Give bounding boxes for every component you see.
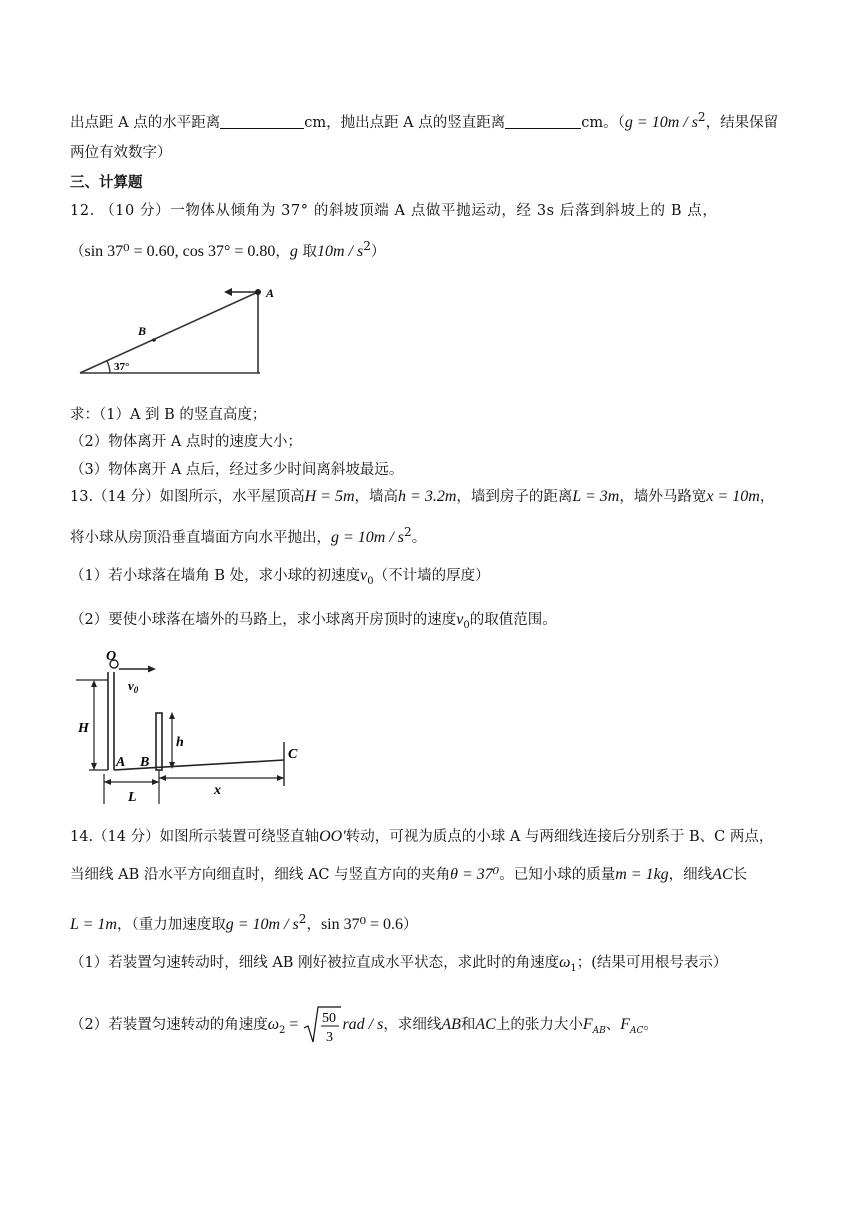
q11-text: 出点距 A 点的水平距离 [70, 114, 221, 131]
arrowhead-icon [104, 779, 111, 785]
omega-symbol: ω [559, 954, 571, 971]
q14-text: 当细线 AB 沿水平方向细直时，细线 AC 与竖直方向的夹角 [70, 867, 451, 883]
slope-line [80, 292, 258, 373]
q12-text: 取 [297, 243, 317, 260]
label-a: A [266, 286, 275, 300]
trig-values: sin 37⁰ = 0.60, cos 37° = 0.80 [84, 242, 276, 260]
q14-text: ，细线 [668, 867, 713, 883]
q13-text: 将小球从房顶沿垂直墙面方向水平抛出， [70, 529, 331, 546]
q12-ask1: 求：（1）A 到 B 的竖直高度； [70, 407, 267, 423]
arrowhead-icon [152, 779, 159, 785]
ac-symbol: AC [475, 1016, 496, 1033]
label-c: C [288, 747, 298, 762]
arrowhead-icon [224, 288, 232, 296]
q13-text: ，墙外马路宽 [619, 489, 707, 505]
sqrt-fraction [302, 1004, 342, 1046]
roof-height: H = 5m [304, 488, 355, 505]
q14-text: ，（重力加速度取 [116, 916, 226, 933]
label-b: B [140, 755, 150, 770]
arrowhead-icon [91, 680, 97, 687]
slope-figure [72, 280, 275, 390]
road-width: x = 10m [706, 488, 760, 505]
gravity-symbol: g [289, 242, 298, 260]
wall-height: h = 3.2m [398, 488, 457, 505]
q12-line2: （sin 37⁰ = 0.60, cos 37° = 0.80，g 取$10m / s^2$） [70, 239, 386, 260]
q13-ask2: （2）要使小球落在墙外的马路上，求小球离开房顶时的速度$v_0$的取值范围。 [70, 611, 557, 631]
fac-symbol: F [620, 1016, 631, 1033]
label-o: O [106, 649, 117, 664]
q14-line3: L = 1m，（重力加速度取$g = 10m / s^2$，sin 37⁰ = 0.6） [70, 912, 418, 933]
axis-symbol: OO′ [319, 828, 346, 845]
q13-line2: 将小球从房顶沿垂直墙面方向水平抛出，$g = 10m / s^2$。 [70, 525, 427, 546]
q14-text: ） [403, 916, 418, 933]
q13-ask1: （1）若小球落在墙角 B 处，求小球的初速度$v_0$（不计墙的厚度） [70, 567, 490, 587]
q11-text: 两位有效数字） [70, 145, 172, 161]
q14-text: （1）若装置匀速转动时，细线 AB 刚好被拉直成水平状态，求此时的角速度 [70, 955, 560, 971]
q14-text: ；(结果可用根号表示） [576, 955, 728, 971]
q12-text: （ [70, 243, 85, 260]
q14-text: 。 [643, 1017, 658, 1033]
q11-text: cm。（ [581, 114, 625, 131]
fraction-denominator: 3 [326, 1030, 334, 1045]
short-wall [156, 713, 162, 770]
q14-text: 转动，可视为质点的小球 A 与两细线连接后分别系于 B、C 两点， [345, 829, 774, 845]
fac-subscript: AC [630, 1025, 644, 1036]
arrowhead-icon [91, 763, 97, 770]
q12-ask2: （2）物体离开 A 点时的速度大小； [70, 434, 302, 450]
omega-symbol: ω [267, 1016, 280, 1033]
label-l: L [128, 790, 137, 805]
q13-line1 [70, 486, 820, 508]
answer-blank-horizontal [220, 114, 304, 129]
v0-symbol: v [360, 567, 368, 584]
sin-value: sin 37⁰ = 0.6 [320, 915, 404, 933]
q14-text: ，求细线 [383, 1017, 442, 1033]
fab-subscript: AB [592, 1025, 606, 1036]
q12-ask3: （3）物体离开 A 点后，经过多少时间离斜坡最远。 [70, 462, 404, 478]
q13-text: 13.（14 分）如图所示，水平屋顶高 [70, 489, 305, 505]
arrowhead-icon [148, 666, 156, 673]
q12-text: ， [275, 243, 290, 260]
unit-text: rad / s [342, 1016, 384, 1033]
q11-text: ，结果保留 [705, 114, 779, 131]
q14-text: 上的张力大小 [495, 1017, 583, 1033]
roof-wall-figure [72, 646, 312, 806]
angle-arc [107, 361, 110, 373]
wall-distance: L = 3m [572, 488, 620, 505]
section-title: 三、计算题 [70, 174, 143, 191]
gravity-formula: g = 10m / s [331, 528, 405, 546]
q14-text: 。已知小球的质量 [499, 867, 616, 883]
q14-text: 长 [732, 867, 748, 883]
q14-ask2: （2）若装置匀速转动的角速度$\omega_2$ = 50 3 rad / s，求细线AB和AC上的张力大小$F_{AB}$、$F_{AC}$。 [70, 1004, 820, 1051]
q13-text: 。 [411, 529, 427, 546]
gravity-formula: g = 10m / s [624, 113, 698, 131]
q14-ask1: （1）若装置匀速转动时，细线 AB 刚好被拉直成水平状态，求此时的角速度$\omega_1$；(结果可用根号表示） [70, 954, 728, 974]
label-b: B [138, 324, 147, 338]
q12-line1: 12. （10 分）一物体从倾角为 37° 的斜坡顶端 A 点做平抛运动，经 3s 后落到斜坡上的 B 点， [70, 203, 718, 219]
q12-text: ） [370, 243, 386, 260]
q13-text: ，墙到房子的距离 [456, 489, 573, 505]
arrowhead-icon [277, 775, 284, 781]
q13-text: （2）要使小球落在墙外的马路上，求小球离开房顶时的速度 [70, 612, 457, 628]
q13-text: （不计墙的厚度） [373, 568, 490, 584]
fraction-numerator: 50 [322, 1011, 337, 1026]
q13-text: ，墙高 [354, 489, 399, 505]
q11-tail-line1: 出点距 A 点的水平距离 cm，抛出点距 A 点的竖直距离 cm。（$g = 10m / s^2$，结果保留 [70, 110, 779, 131]
q14-text: ， [306, 916, 321, 933]
label-h-big: H [78, 721, 89, 736]
label-angle: 37° [114, 361, 130, 373]
label-h-small: h [176, 735, 184, 750]
mass-value: m = 1kg [615, 866, 669, 883]
point-b-dot [152, 338, 156, 342]
q11-text: cm，抛出点距 A 点的竖直距离 [304, 114, 506, 131]
ac-symbol: AC [712, 866, 733, 883]
q14-text: 、 [605, 1017, 621, 1033]
arrowhead-icon [169, 762, 175, 769]
arrowhead-icon [169, 712, 175, 719]
q14-line1 [70, 826, 820, 848]
q13-text: 的取值范围。 [469, 612, 557, 628]
length-value: L = 1m [70, 915, 117, 933]
label-x: x [214, 783, 221, 798]
ab-symbol: AB [441, 1016, 461, 1033]
q13-text: （1）若小球落在墙角 B 处，求小球的初速度 [70, 568, 361, 584]
answer-blank-vertical [505, 114, 581, 129]
gravity-value: 10m / s [316, 242, 364, 260]
q14-line2 [70, 864, 820, 886]
q14-text: （2）若装置匀速转动的角速度 [70, 1017, 268, 1033]
v0-symbol: v [456, 611, 464, 628]
fab-symbol: F [582, 1016, 593, 1033]
q14-text: 14.（14 分）如图所示装置可绕竖直轴 [70, 829, 320, 845]
q14-text: 和 [460, 1017, 476, 1033]
theta-value: θ = 37⁰ [450, 866, 500, 883]
label-v0: $v_0$ [128, 678, 139, 695]
label-a: A [116, 755, 126, 770]
q11-tail-line2 [70, 142, 820, 164]
q13-text: ， [759, 489, 775, 505]
gravity-formula: g = 10m / s [225, 915, 299, 933]
arrowhead-icon [159, 775, 166, 781]
